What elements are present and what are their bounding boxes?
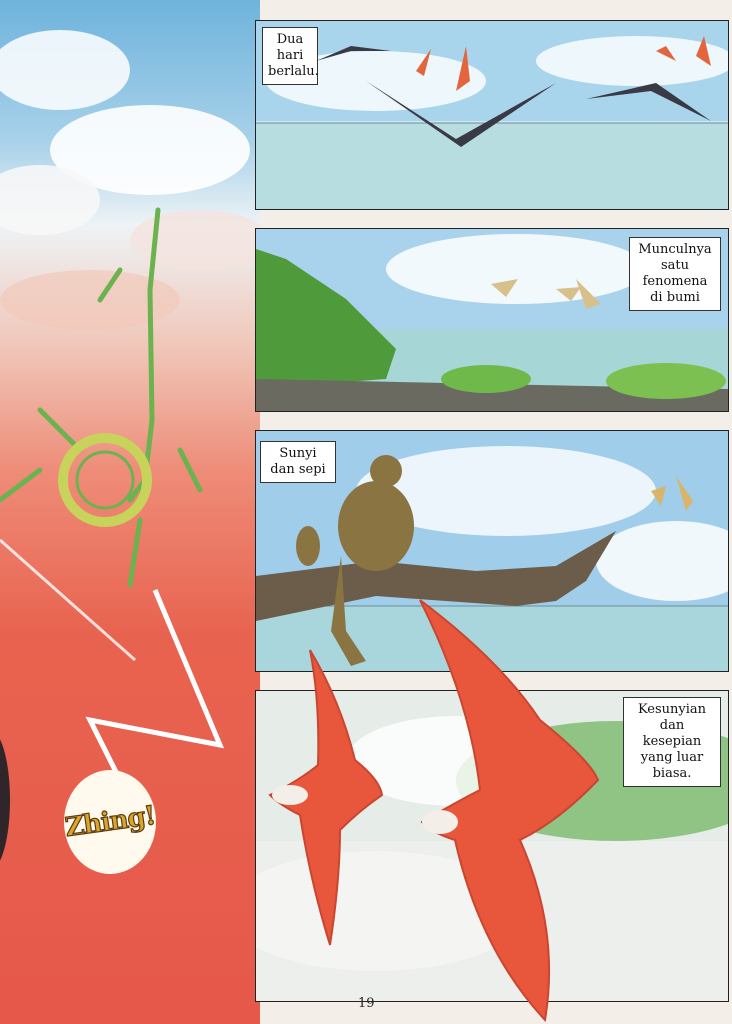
panel-2-caption: Munculnya satu fenomena di bumi: [629, 237, 721, 311]
panel-1-caption: Dua hari berlalu.: [262, 27, 318, 85]
sound-effect-text: Zhing!: [63, 800, 157, 844]
panel-4-caption: Kesunyian dan kesepian yang luar biasa.: [623, 697, 721, 787]
creature-large: [420, 600, 598, 1020]
panel-3-caption: Sunyi dan sepi: [260, 441, 336, 483]
page-number: 19: [358, 996, 375, 1011]
